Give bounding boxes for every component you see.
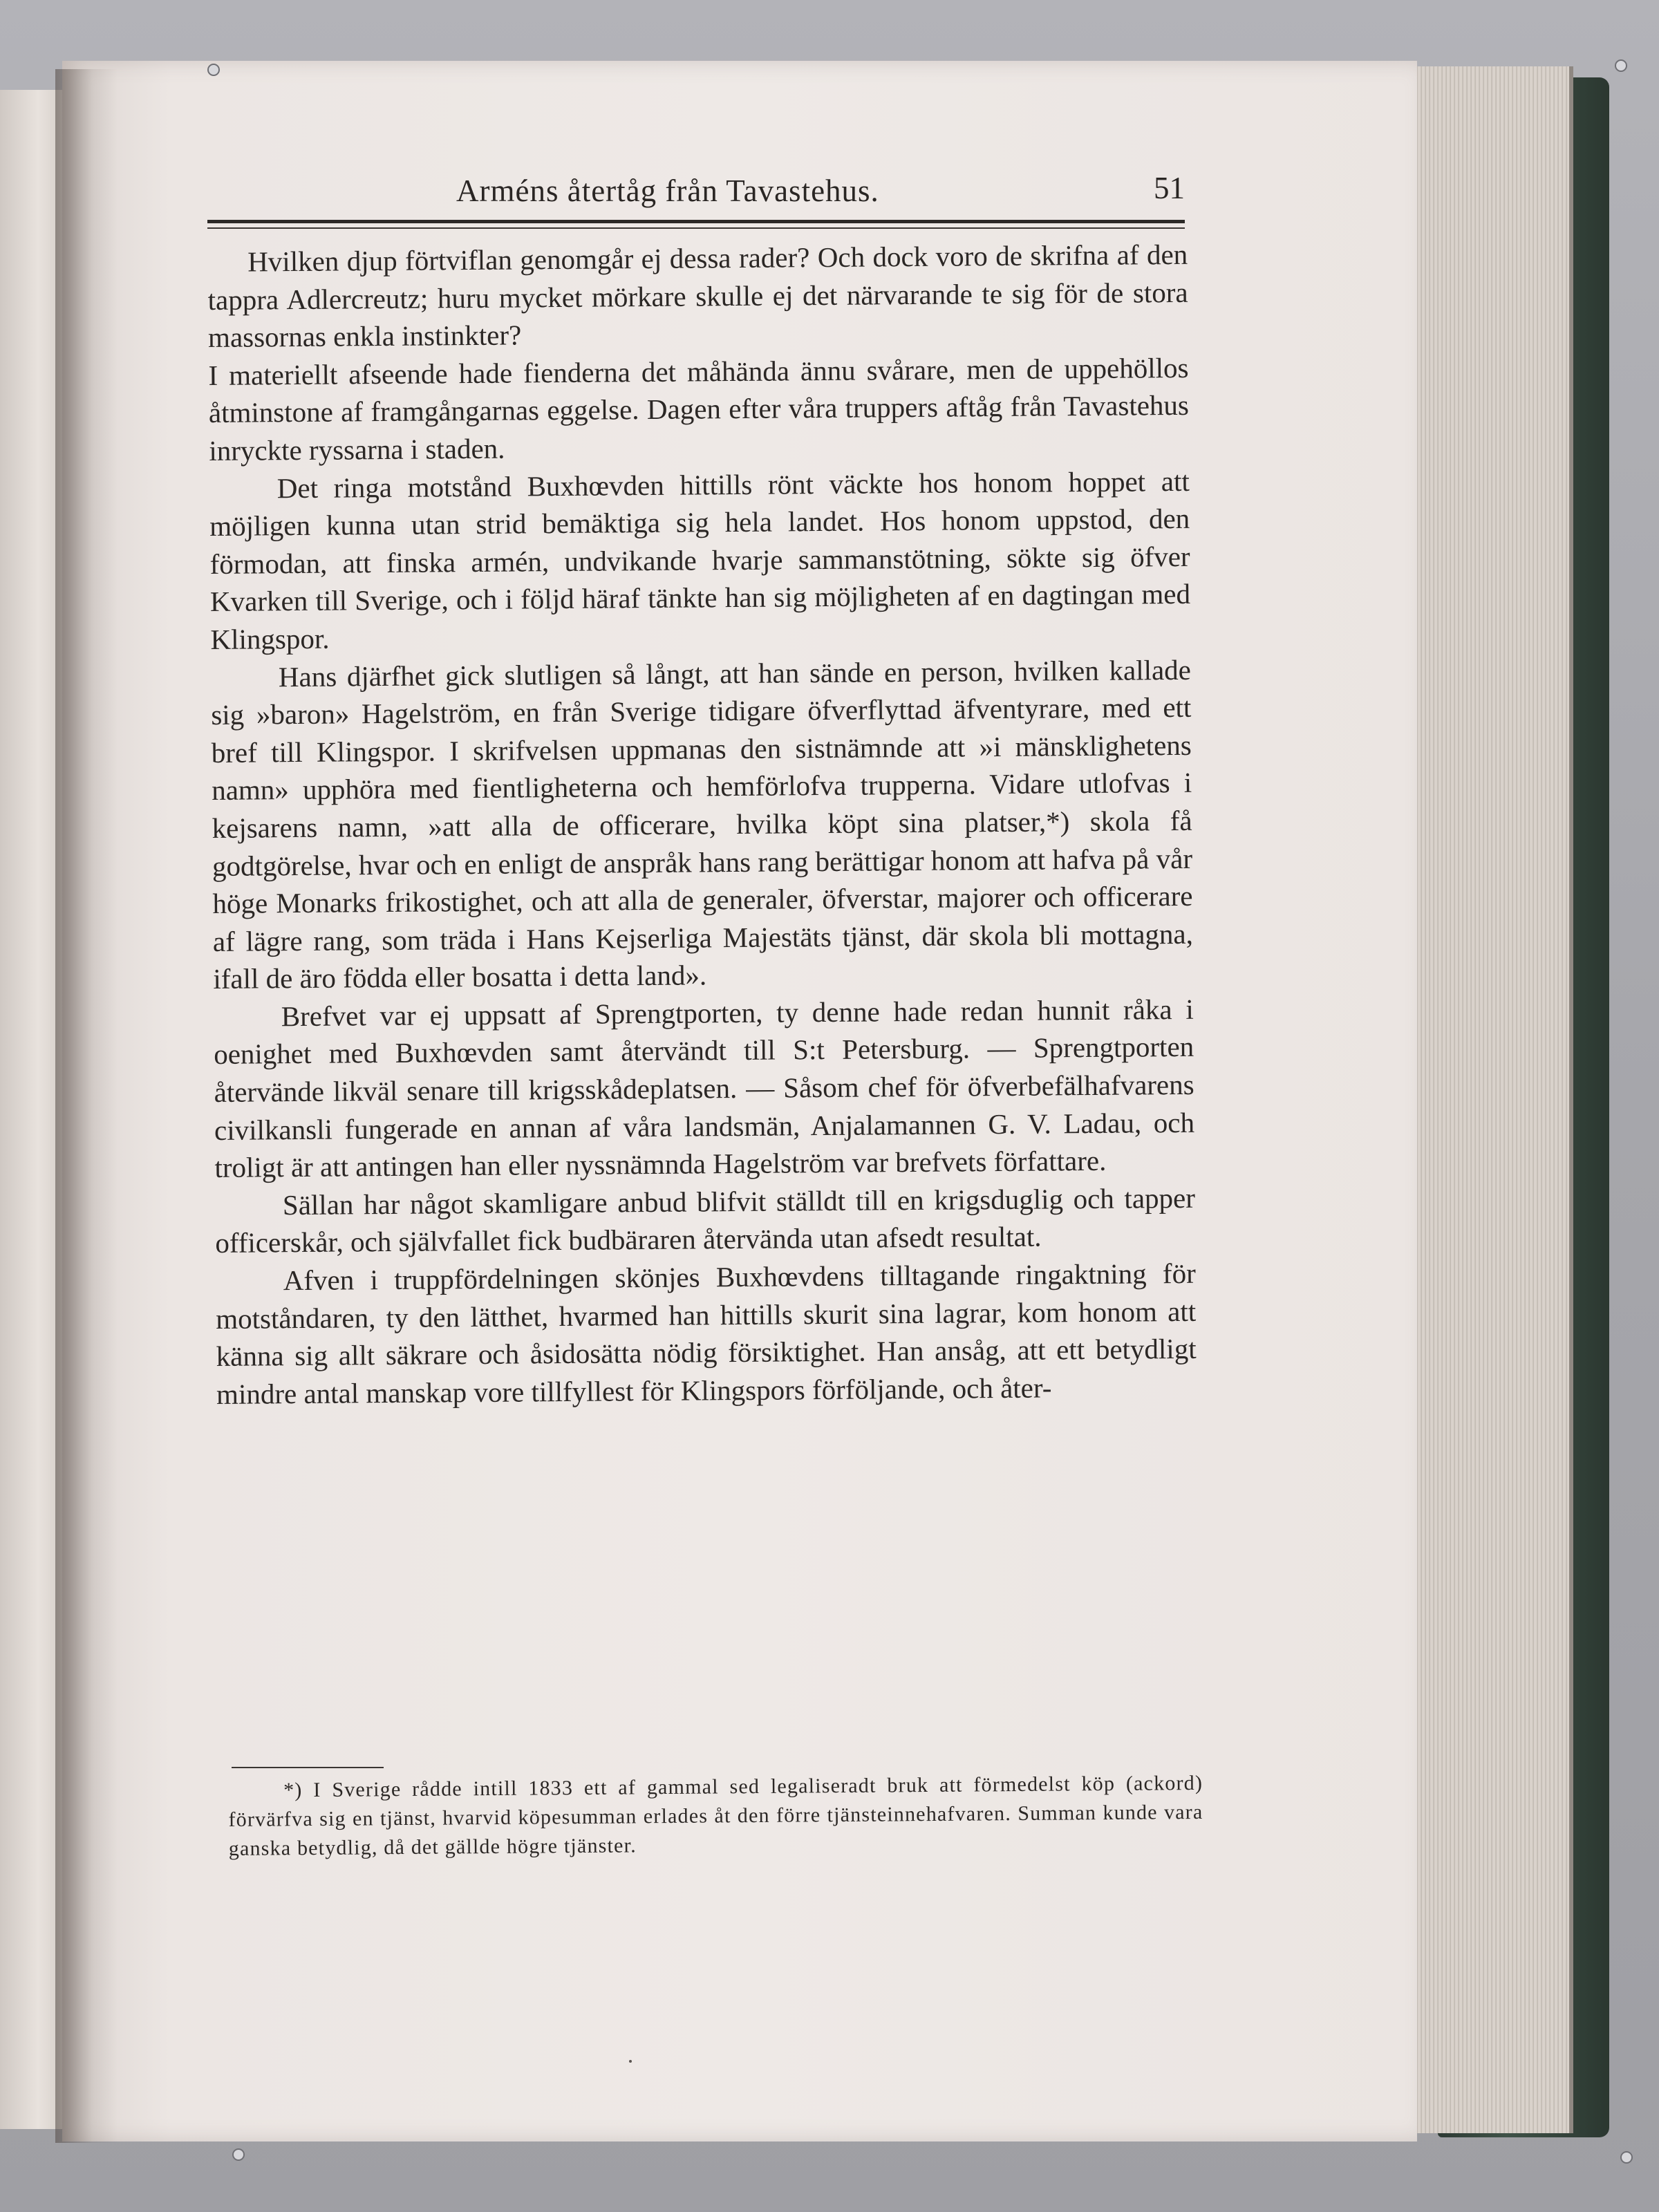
page-number: 51: [1154, 171, 1185, 205]
paragraph: Det ringa motstånd Buxhœvden hittills rönt väckte hos honom hoppet att möjligen kunna utan strid bemäktiga sig hela landet. Hos honom uppstod, den förmodan, att finska armén, undvikande hvarje sammanstötning, sökte sig öfver Kvarken till Sverige, och i följd häraf tänkte han sig möjligheten af en dagtingan med Klingspor.: [209, 465, 1191, 655]
body-text: [207, 236, 1197, 1413]
footnote-rule: [232, 1767, 384, 1768]
paragraph: Hans djärfhet gick slutligen så långt, att han sände en person, hvilken kallade sig »baron» Hagelström, en från Sverige tidigare öfverflyttad äfventyrare, med ett bref till Klingspor. I skrifvelsen uppmanas den sistnämnde att »i mänsklighetens namn» upphöra med fientligheterna och hemförlofva trupperna. Vidare utlofvas i kejsarens namn, »att alla de officerare, hvilka köpt sina platser,*) skola få godtgörelse, hvar och en enligt de anspråk hans rang berättigar honom att hafva på vår höge Monarks frikostighet, och att alla de generaler, öfverstar, majorer och officerare af lägre rang, som träda i Hans Kejserliga Majestäts tjänst, där skola bli mottagna, ifall de äro födda eller bosatta i detta land».: [211, 653, 1194, 995]
footnote-text: *) I Sverige rådde intill 1833 ett af gammal sed legaliseradt bruk att förmedelst köp (ackord) förvärfva sig en tjänst, hvarvid köpesumman erlades åt den förre tjänsteinnehafvaren. Summan kunde vara ganska betydlig, då det gällde högre tjänster.: [228, 1771, 1203, 1860]
paragraph: I materiellt afseende hade fienderna det måhända ännu svårare, men de uppehöllos åtminstone af framgångarnas eggelse. Dagen efter våra truppers aftåg från Tavastehus inryckte ryssarna i staden.: [208, 351, 1190, 467]
paragraph: Afven i truppfördelningen skönjes Buxhœvdens tilltagande ringaktning för motståndaren, ty den lätthet, hvarmed han hittills skurit sina lagrar, kom honom att känna sig allt säkrare och åsidosätta nödig försiktighet. Han ansåg, att ett betydligt mindre antal manskap vore tillfyllest för Klingspors förföljande, och åter-: [216, 1257, 1197, 1410]
chapter-title: Arméns återtåg från Tavastehus.: [456, 174, 879, 208]
running-header: [207, 173, 1185, 221]
paper-speck: [629, 2060, 632, 2063]
pin-top-left: [207, 64, 220, 76]
paragraph: Hvilken djup förtviflan genomgår ej dessa rader? Och dock voro de skrifna af den tappra Adlercreutz; huru mycket mörkare skulle ej det närvarande te sig för de stora massornas enkla instinkter?: [207, 238, 1188, 354]
page-block-edges: [1410, 66, 1573, 2133]
pin-top-right: [1615, 59, 1627, 72]
paragraph: Brefvet var ej uppsatt af Sprengtporten, ty denne hade redan hunnit råka i oenighet med Buxhœvden samt återvändt till S:t Petersburg. — Sprengtporten återvände likväl senare till krigsskådeplatsen. — Såsom chef för öfverbefälhafvarens civilkansli fungerade en annan af våra landsmän, Anjalamannen G. V. Ladau, och troligt är att antingen han eller nyssnämnda Hagelström var brefvets författare.: [214, 993, 1195, 1184]
paragraph: Sällan har något skamligare anbud blifvit ställdt till en krigsduglig och tapper officerskår, och självfallet fick budbäraren återvända utan afsedt resultat.: [215, 1181, 1196, 1259]
pin-bottom-right: [1620, 2151, 1633, 2164]
header-rule-thick: [207, 220, 1185, 223]
header-rule-thin: [207, 227, 1185, 229]
footnote: [228, 1769, 1203, 1864]
pin-bottom-left: [232, 2148, 245, 2161]
spine-shadow: [55, 69, 118, 2143]
